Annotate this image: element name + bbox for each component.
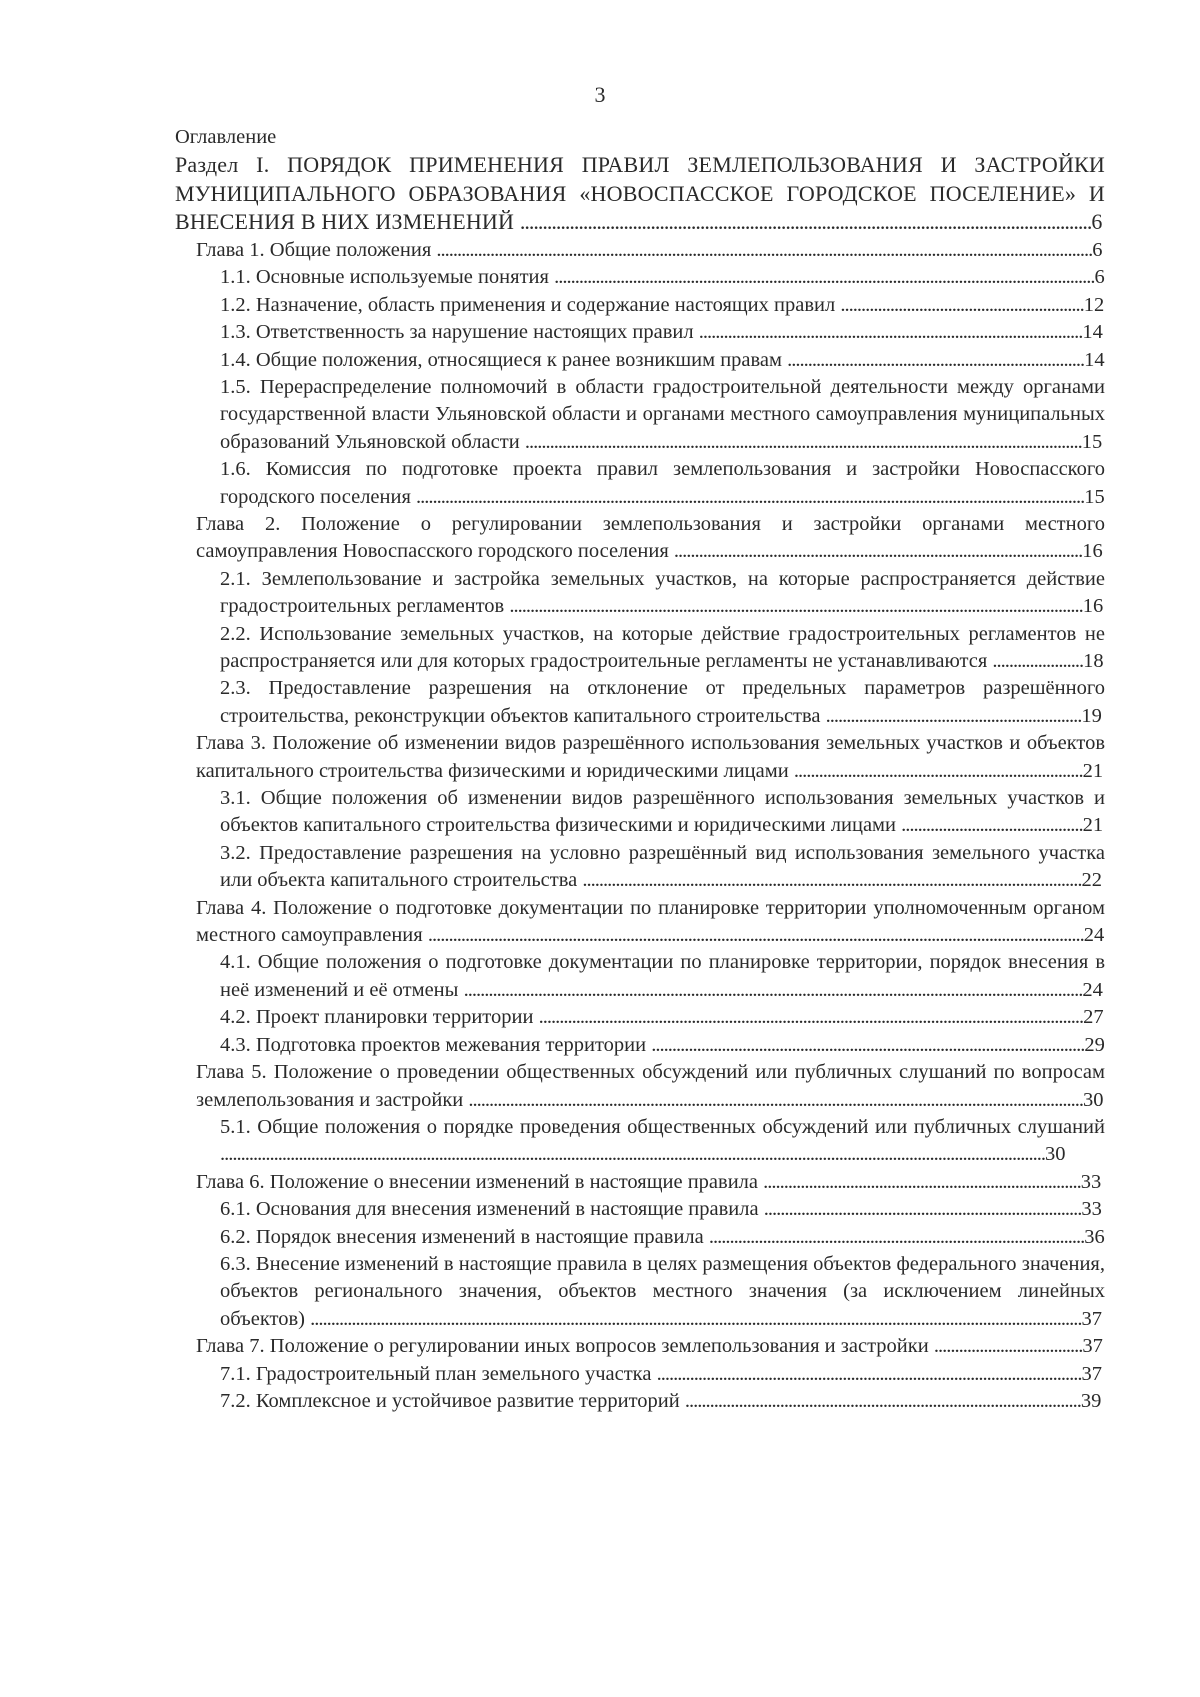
toc-entry-page: 21 [1082, 759, 1104, 782]
toc-entry-title: Глава 2. Положение о регулировании землепользования и застройки органами местного самоуправления Новоспасского городского поселения [196, 512, 1105, 563]
toc-entry-title: 1.4. Общие положения, относящиеся к ранее возникшим правам [220, 348, 783, 371]
toc-entry[interactable] [175, 1032, 1105, 1059]
toc-entry[interactable] [175, 730, 1105, 785]
toc-entry-page: 22 [1081, 869, 1102, 892]
dot-leader: ................................................................................................ [684, 1389, 1081, 1412]
dot-leader: ........................................................................................................................................... [509, 595, 1083, 618]
toc-entry[interactable] [175, 1169, 1105, 1196]
toc-entry-page: 24 [1082, 978, 1103, 1001]
toc-entry-page: 29 [1084, 1033, 1105, 1056]
dot-leader: ............................................................................................................................... [519, 209, 1092, 235]
dot-leader: ........................................................... [840, 293, 1084, 316]
toc-entry-page: 16 [1082, 540, 1103, 563]
toc-entry-title: Глава 5. Положение о проведении общественных обсуждений или публичных слушаний по вопросам землепользования и застройки [196, 1061, 1105, 1111]
dot-leader: ..................................................................................................................................................... [468, 1088, 1084, 1111]
toc-entry-page: 36 [1084, 1225, 1105, 1248]
toc-entry[interactable] [175, 1196, 1105, 1223]
toc-entry[interactable] [175, 895, 1105, 950]
dot-leader: ............................................................................................................................................................... [436, 238, 1093, 261]
dot-leader: .................................... [933, 1335, 1083, 1358]
toc-entry-title: 1.6. Комиссия по подготовке проекта правил землепользования и застройки Новоспасского городского поселения [220, 458, 1105, 508]
toc-entry-page: 15 [1081, 430, 1103, 453]
toc-entry[interactable] [175, 1333, 1105, 1360]
dot-leader: .................................................................................................................................... [538, 1006, 1084, 1029]
toc-entry-title: 6.1. Основания для внесения изменений в настоящие правила [220, 1198, 759, 1221]
dot-leader: ......................................................................................................... [651, 1033, 1085, 1056]
toc-entry-page: 33 [1080, 1170, 1102, 1193]
toc-entry-page: 21 [1082, 814, 1104, 837]
toc-entry-title: 6.3. Внесение изменений в настоящие правила в целях размещения объектов федерального значения, объектов регионального значения, объектов местного значения (за исключением линейных объектов) [220, 1252, 1105, 1330]
dot-leader: ...................................................................... [793, 759, 1083, 782]
toc-entry-title: 7.1. Градостроительный план земельного участка [220, 1362, 652, 1385]
toc-entry-page: 6 [1094, 266, 1105, 289]
toc-entry-title: 4.3. Подготовка проектов межевания территории [220, 1033, 647, 1056]
toc-entry-page: 24 [1083, 924, 1105, 947]
toc-entry-title: 1.5. Перераспределение полномочий в области градостроительной деятельности между органами государственной власти Ульяновской области и органами местного самоуправления муниципальных образований Ульяновской области [220, 375, 1105, 453]
toc-entry[interactable] [175, 264, 1105, 291]
dot-leader: ............................................................................................. [698, 321, 1083, 344]
dot-leader: ............................................................................. [763, 1170, 1081, 1193]
toc-entry-page: 30 [1045, 1143, 1066, 1166]
toc-entry[interactable] [175, 1361, 1105, 1388]
toc-entry-title: 2.1. Землепользование и застройка земельных участков, на которые распространяется действие градостроительных регламентов [220, 567, 1105, 618]
toc-entry-title: 4.2. Проект планировки территории [220, 1006, 534, 1029]
toc-entry-page: 16 [1082, 595, 1104, 618]
toc-entry[interactable] [175, 675, 1105, 730]
dot-leader: ........................................................................................................................................................................................... [310, 1307, 1082, 1330]
toc-entry[interactable] [175, 1251, 1105, 1333]
dot-leader: ............................................................................................................................................................... [427, 924, 1084, 947]
toc-entry-title: Глава 3. Положение об изменении видов разрешённого использования земельных участков и объектов капитального строительства физическими и юридическими лицами [196, 732, 1105, 782]
toc-entries [175, 151, 1105, 1415]
toc-entry-page: 18 [1083, 650, 1104, 672]
dot-leader: ...................... [992, 650, 1084, 672]
toc-entry-title: 6.2. Порядок внесения изменений в настоящие правила [220, 1225, 704, 1248]
toc-entry[interactable] [175, 1388, 1105, 1415]
toc-entry-title: Глава 7. Положение о регулировании иных вопросов землепользования и застройки [196, 1335, 929, 1358]
toc-entry-page: 37 [1081, 1362, 1102, 1385]
dot-leader: ................................................................................................................................... [554, 266, 1095, 289]
toc-entry-page: 14 [1082, 321, 1103, 344]
toc-entry-page: 19 [1081, 704, 1102, 727]
toc-entry-page: 14 [1084, 348, 1105, 371]
toc-entry-title: 2.3. Предоставление разрешения на отклонение от предельных параметров разрешённого строительства, реконструкции объектов капитального строительства [220, 677, 1105, 727]
toc-entry-page: 30 [1083, 1088, 1104, 1111]
dot-leader: ........................................................................................................................................................................................................ [220, 1143, 1045, 1166]
toc-entry[interactable] [175, 374, 1105, 456]
dot-leader: ....................................................................................................... [656, 1362, 1082, 1385]
toc-entry-title: 2.2. Использование земельных участков, на которые действие градостроительных регламентов не распространяется или для которых градостроительные регламенты не устанавливаются [220, 622, 1105, 672]
dot-leader: ............................................ [901, 814, 1083, 837]
toc-entry[interactable] [175, 785, 1105, 840]
dot-leader: ............................................................................. [763, 1198, 1082, 1221]
toc-entry-page: 12 [1083, 293, 1105, 316]
toc-entry[interactable] [175, 511, 1105, 566]
toc-entry[interactable] [175, 1059, 1105, 1114]
toc-entry-page: 6 [1091, 209, 1103, 235]
toc-entry-title: 1.3. Ответственность за нарушение настоящих правил [220, 321, 694, 344]
toc-entry[interactable] [175, 566, 1105, 621]
dot-leader: ......................................................................................................................... [582, 869, 1082, 892]
toc-entry[interactable] [175, 621, 1105, 676]
toc-entry[interactable] [175, 1114, 1105, 1169]
toc-entry-page: 39 [1080, 1389, 1102, 1412]
dot-leader: ................................................................................................... [673, 540, 1083, 563]
toc-entry-title: Раздел I. ПОРЯДОК ПРИМЕНЕНИЯ ПРАВИЛ ЗЕМЛЕПОЛЬЗОВАНИЯ И ЗАСТРОЙКИ МУНИЦИПАЛЬНОГО ОБРАЗОВАНИЯ «НОВОСПАССКОЕ ГОРОДСКОЕ ПОСЕЛЕНИЕ» И ВНЕСЕНИЯ В НИХ ИЗМЕНЕНИЙ [175, 152, 1105, 235]
toc-entry[interactable] [175, 151, 1105, 237]
dot-leader: ....................................................................................................................................... [524, 430, 1082, 453]
toc-entry[interactable] [175, 347, 1105, 374]
toc-entry-title: 7.2. Комплексное и устойчивое развитие территорий [220, 1389, 680, 1412]
toc-entry[interactable] [175, 1004, 1105, 1031]
toc-entry[interactable] [175, 949, 1105, 1004]
toc-entry-page: 33 [1081, 1198, 1102, 1221]
toc-entry-title: Глава 4. Положение о подготовке документации по планировке территории уполномоченным органом местного самоуправления [196, 896, 1105, 947]
dot-leader: .............................................................. [825, 704, 1082, 727]
toc-entry[interactable] [175, 456, 1105, 511]
dot-leader: .................................................................................................................................................................. [416, 485, 1085, 508]
toc-entry[interactable] [175, 237, 1105, 264]
toc-heading: Оглавление [175, 126, 277, 148]
toc-entry-title: 1.1. Основные используемые понятия [220, 266, 549, 289]
toc-entry[interactable] [175, 840, 1105, 895]
toc-entry-title: 5.1. Общие положения о порядке проведения общественных обсуждений или публичных слушаний [220, 1115, 1105, 1138]
dot-leader: ........................................................................................... [708, 1225, 1085, 1248]
toc-entry-page: 15 [1084, 485, 1105, 508]
toc-entry-title: Глава 6. Положение о внесении изменений в настоящие правила [196, 1170, 758, 1193]
toc-entry-page: 37 [1081, 1307, 1103, 1330]
toc-entry-title: 3.2. Предоставление разрешения на условно разрешённый вид использования земельного участка или объекта капитального строительства [220, 841, 1105, 892]
toc-entry-title: 3.1. Общие положения об изменении видов разрешённого использования земельных участков и объектов капитального строительства физическими и юридическими лицами [220, 787, 1105, 837]
toc-entry-title: 4.1. Общие положения о подготовке документации по планировке территории, порядок внесения в неё изменений и её отмены [220, 951, 1105, 1001]
toc-entry-title: Глава 1. Общие положения [196, 238, 432, 261]
toc-entry-page: 6 [1092, 238, 1103, 261]
toc-entry-page: 37 [1082, 1335, 1103, 1358]
toc-entry[interactable] [175, 1224, 1105, 1251]
dot-leader: ...................................................................................................................................................... [463, 978, 1083, 1001]
toc-entry-title: 1.2. Назначение, область применения и содержание настоящих правил [220, 293, 836, 316]
toc-entry[interactable] [175, 319, 1105, 346]
toc-entry[interactable] [175, 292, 1105, 319]
dot-leader: ........................................................................ [787, 348, 1085, 371]
toc-entry-page: 27 [1083, 1006, 1104, 1029]
table-of-contents [175, 124, 1105, 1415]
page-number: 3 [594, 82, 606, 107]
